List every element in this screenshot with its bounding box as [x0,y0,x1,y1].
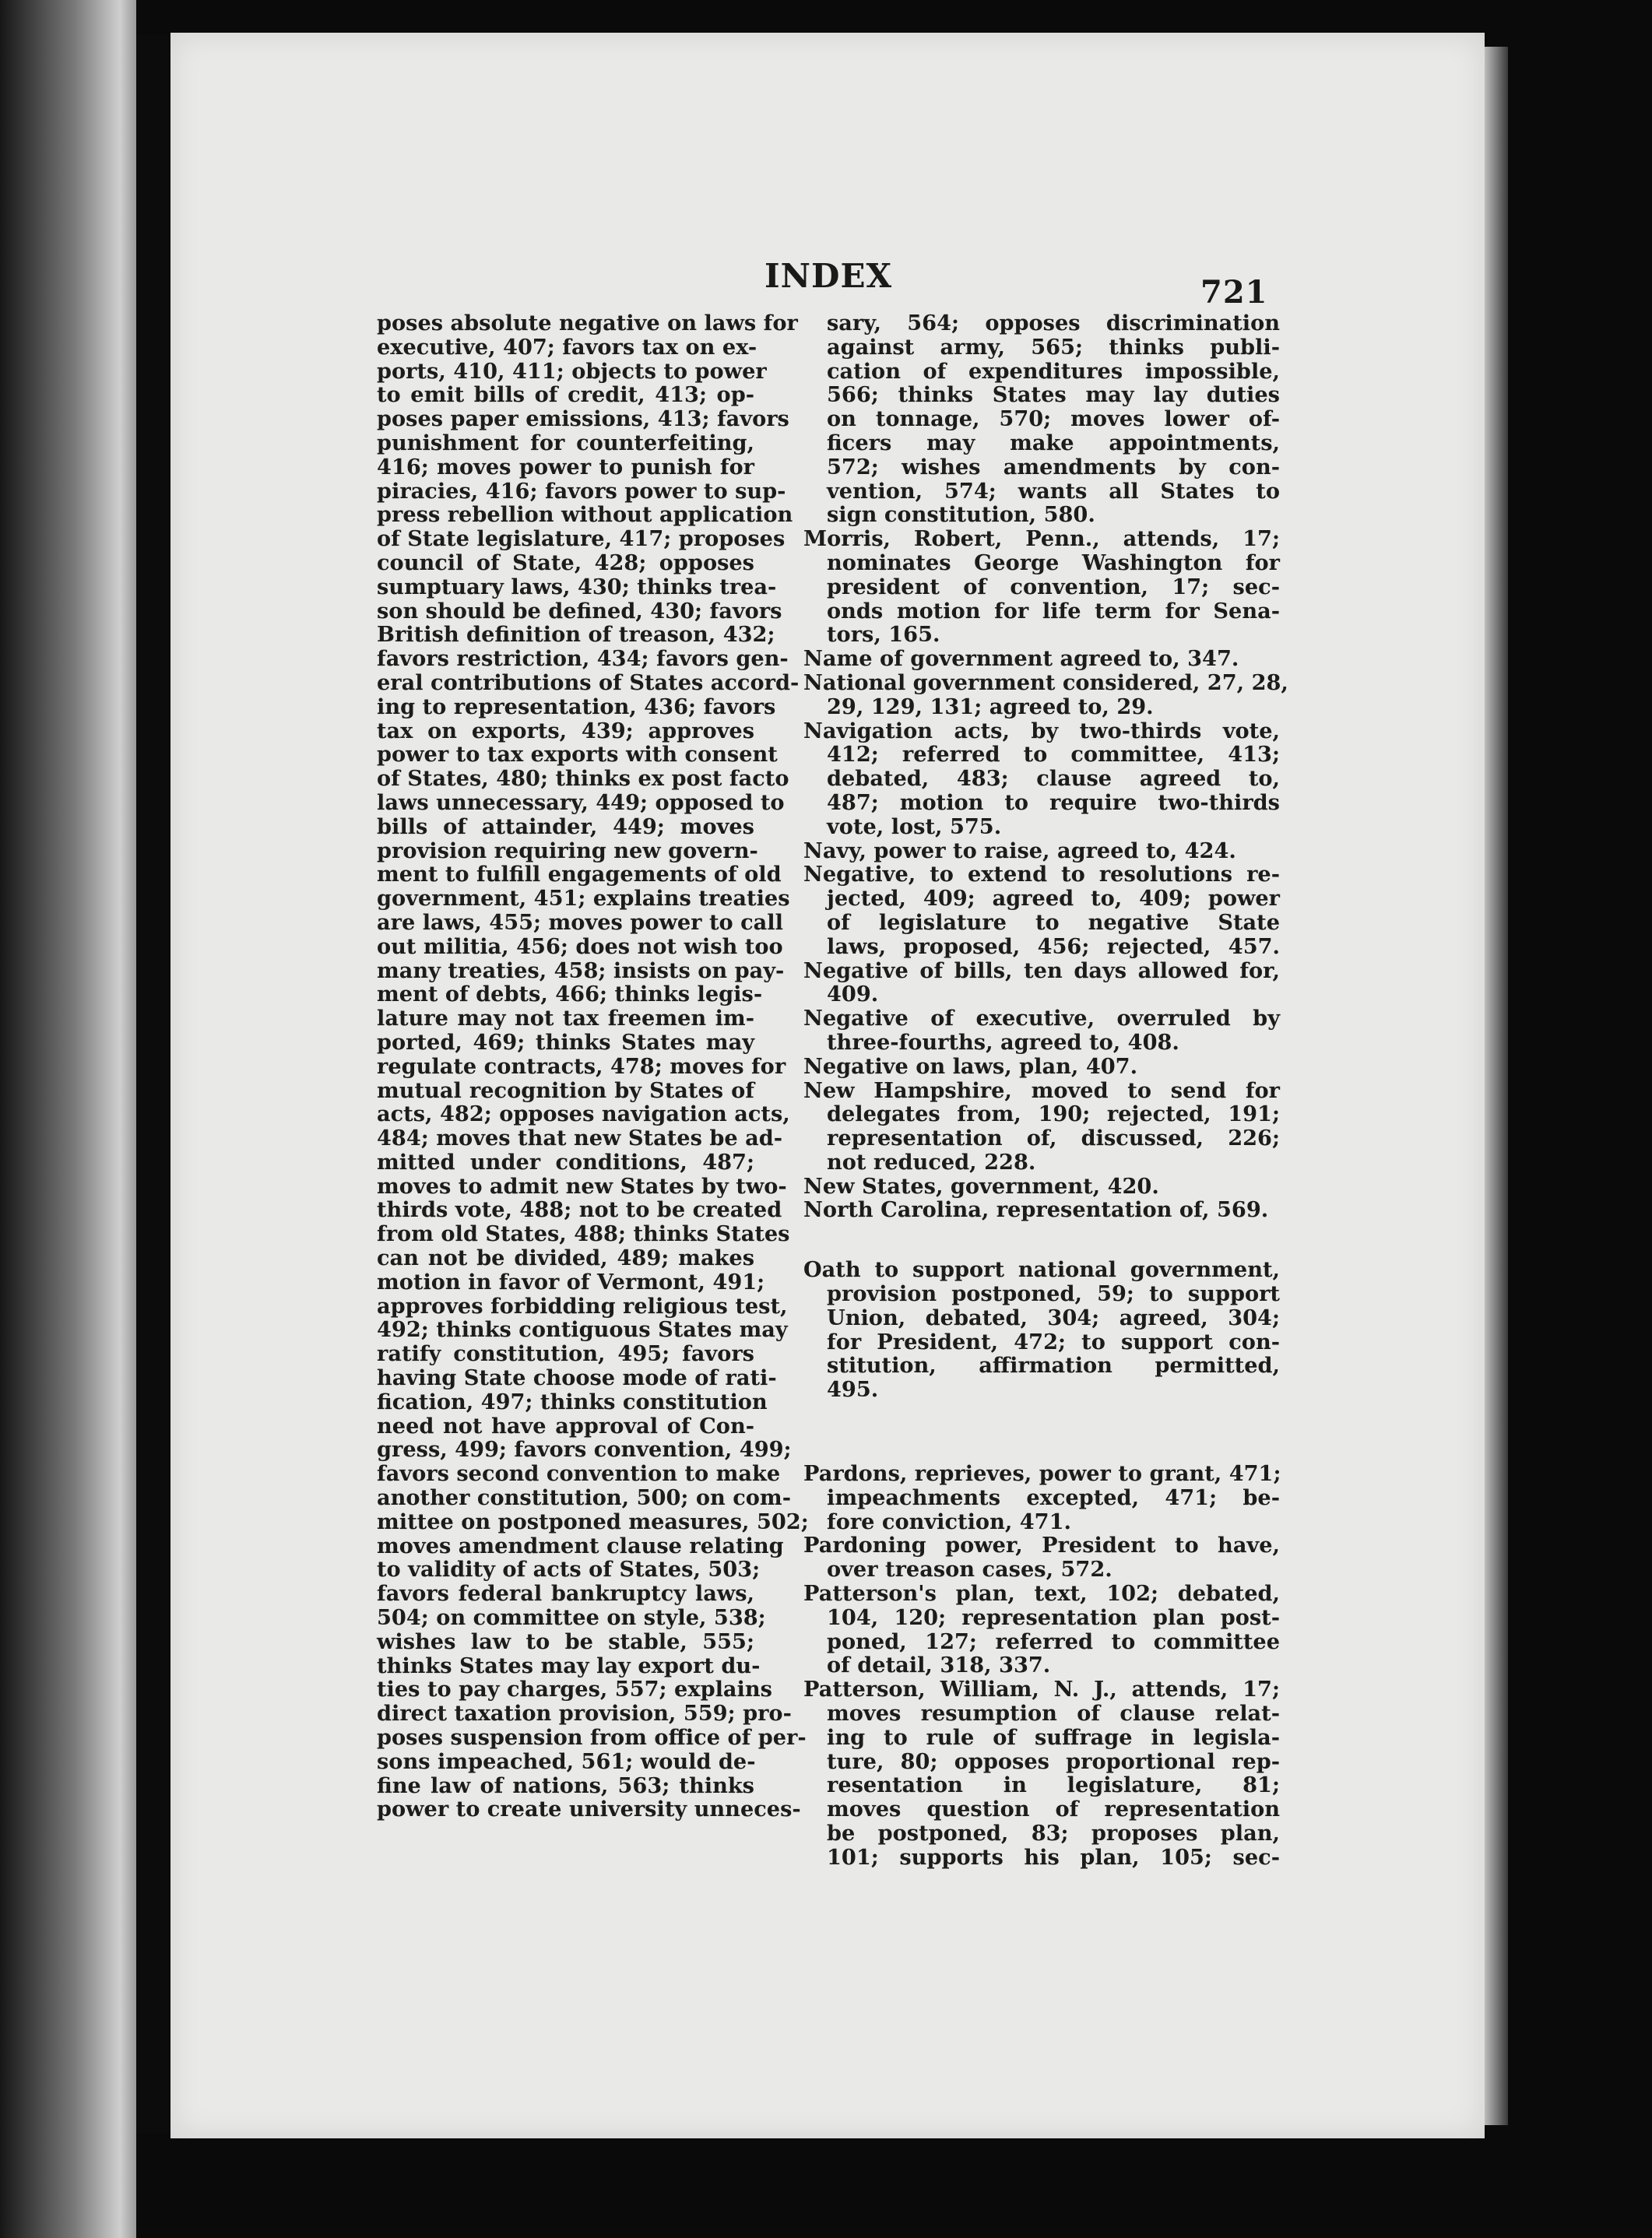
section-gap [803,1222,1280,1258]
index-entry-line: government, 451; explains treaties [377,886,790,912]
index-entry-line: resentation in legislature, 81; [827,1772,1280,1798]
index-entry-line: president of convention, 17; sec- [827,574,1280,599]
index-entry-line: 29, 129, 131; agreed to, 29. [827,694,1154,719]
index-entry-line: having State choose mode of rati- [377,1365,777,1391]
index-entry-line: thinks States may lay export du- [377,1653,761,1678]
index-entry-line: delegates from, 190; rejected, 191; [827,1101,1280,1127]
index-entry-line: debated, 483; clause agreed to, [827,766,1280,792]
index-entry-line: ratify constitution, 495; favors [377,1341,754,1367]
index-entry-line: can not be divided, 489; makes [377,1245,754,1271]
index-entry-line: provision requiring new govern- [377,838,758,863]
section-gap [803,1402,1280,1438]
index-entry-line: of State legislature, 417; proposes [377,526,786,552]
index-entry-line: to emit bills of credit, 413; op- [377,382,754,408]
index-entry-line: against army, 565; thinks publi- [827,334,1280,360]
index-entry-line: fore conviction, 471. [827,1509,1071,1534]
index-entry-line: ment of debts, 466; thinks legis- [377,982,763,1007]
index-entry-line: another constitution, 500; on com- [377,1485,791,1511]
index-entry-heading-line: Name of government agreed to, 347. [803,646,1239,672]
index-entry-line: 104, 120; representation plan post- [827,1604,1280,1630]
index-entry-line: sons impeached, 561; would de- [377,1748,756,1774]
running-head-title: INDEX [764,257,893,295]
index-entry-line: son should be defined, 430; favors [377,598,782,624]
index-entry-line: mutual recognition by States of [377,1077,754,1103]
index-entry-line: ing to rule of suffrage in legisla- [827,1724,1280,1750]
index-entry-line: moves amendment clause relating [377,1533,784,1558]
index-entry-line: British definition of treason, 432; [377,622,775,648]
index-entry-line: not reduced, 228. [827,1149,1036,1175]
index-entry-line: of detail, 318, 337. [827,1653,1051,1678]
index-entry-line: be postponed, 83; proposes plan, [827,1821,1280,1846]
index-entry-line: 495. [827,1377,879,1403]
index-entry-line: power to tax exports with consent [377,742,778,768]
index-entry-line: eral contributions of States accord- [377,669,800,695]
index-entry-heading-line: New Hampshire, moved to send for [803,1077,1280,1103]
index-entry-line: direct taxation provision, 559; pro- [377,1701,792,1727]
index-entry-line: thirds vote, 488; not to be created [377,1197,782,1223]
index-entry-line: 572; wishes amendments by con- [827,454,1280,480]
index-entry-line: sumptuary laws, 430; thinks trea- [377,574,777,599]
index-entry-heading-line: Negative of executive, overruled by [803,1006,1280,1031]
index-entry-line: sary, 564; opposes discrimination [827,311,1280,336]
index-entry-heading-line: Morris, Robert, Penn., attends, 17; [803,526,1280,552]
index-entry-line: 487; motion to require two-thirds [827,789,1280,815]
page-number: 721 [1200,274,1268,311]
index-entry-line: laws, proposed, 456; rejected, 457. [827,933,1280,959]
index-entry-line: impeachments excepted, 471; be- [827,1484,1280,1510]
index-entry-line: 566; thinks States may lay duties [827,382,1280,408]
index-entry-line: jected, 409; agreed to, 409; power [827,886,1280,912]
index-entry-line: representation of, discussed, 226; [827,1126,1280,1151]
index-entry-line: poses suspension from office of per- [377,1725,807,1751]
index-entry-line: vention, 574; wants all States to [827,478,1280,504]
index-entry-line: regulate contracts, 478; moves for [377,1053,786,1079]
index-entry-line: ture, 80; opposes proportional rep- [827,1748,1280,1774]
index-entry-line: acts, 482; opposes navigation acts, [377,1101,790,1127]
index-entry-line: are laws, 455; moves power to call [377,909,783,935]
section-gap [803,1438,1280,1462]
index-entry-line: poned, 127; referred to committee [827,1628,1280,1654]
index-entry-line: 504; on committee on style, 538; [377,1605,766,1631]
index-entry-line: mittee on postponed measures, 502; [377,1509,809,1534]
index-entry-line: favors restriction, 434; favors gen- [377,646,789,672]
index-entry-line: ficers may make appointments, [827,430,1280,455]
index-entry-heading-line: Negative on laws, plan, 407. [803,1053,1138,1079]
index-entry-line: fine law of nations, 563; thinks [377,1772,754,1798]
index-entry-line: moves to admit new States by two- [377,1173,787,1199]
index-entry-line: executive, 407; favors tax on ex- [377,334,757,360]
index-entry-line: stitution, affirmation permitted, [827,1353,1280,1379]
index-entry-line: need not have approval of Con- [377,1413,754,1439]
index-entry-line: poses paper emissions, 413; favors [377,406,789,432]
index-entry-line: council of State, 428; opposes [377,550,754,575]
index-entry-line: motion in favor of Vermont, 491; [377,1269,765,1295]
index-entry-line: poses absolute negative on laws for [377,311,798,336]
index-entry-heading-line: Negative, to extend to resolutions re- [803,862,1280,887]
index-entry-line: of States, 480; thinks ex post facto [377,766,789,792]
index-entry-heading-line: Patterson's plan, text, 102; debated, [803,1581,1280,1607]
index-entry-heading-line: North Carolina, representation of, 569. [803,1197,1269,1223]
index-entry-line: tors, 165. [827,622,940,648]
index-entry-heading-line: Oath to support national government, [803,1257,1280,1283]
index-entry-line: moves question of representation [827,1797,1280,1822]
index-entry-line: cation of expenditures impossible, [827,358,1280,384]
index-entry-line: fication, 497; thinks constitution [377,1389,768,1414]
index-entry-line: ing to representation, 436; favors [377,694,776,719]
index-entry-line: 484; moves that new States be ad- [377,1126,783,1151]
index-entry-line: to validity of acts of States, 503; [377,1557,761,1583]
index-entry-line: 492; thinks contiguous States may [377,1317,788,1343]
index-entry-line: ported, 469; thinks States may [377,1029,754,1055]
binding-gutter [136,35,170,2133]
index-entry-line: laws unnecessary, 449; opposed to [377,789,785,815]
index-entry-line: 101; supports his plan, 105; sec- [827,1844,1280,1870]
index-entry-line: on tonnage, 570; moves lower of- [827,406,1280,432]
index-entry-line: bills of attainder, 449; moves [377,813,754,839]
index-entry-line: from old States, 488; thinks States [377,1221,790,1247]
index-column-right [803,311,1288,1870]
index-entry-line: for President, 472; to support con- [827,1329,1280,1354]
index-entry-line: 416; moves power to punish for [377,454,754,480]
index-entry-line: 412; referred to committee, 413; [827,742,1280,768]
index-column-left [377,311,809,1822]
index-entry-line: approves forbidding religious test, [377,1293,788,1319]
index-entry-line: lature may not tax freemen im- [377,1006,754,1031]
index-entry-heading-line: Navigation acts, by two-thirds vote, [803,718,1280,743]
index-entry-line: ties to pay charges, 557; explains [377,1677,772,1702]
index-entry-line: punishment for counterfeiting, [377,430,754,455]
index-entry-line: many treaties, 458; insists on pay- [377,957,785,983]
index-entry-line: of legislature to negative State [827,909,1280,935]
index-entry-line: vote, lost, 575. [827,813,1002,839]
index-entry-heading-line: Patterson, William, N. J., attends, 17; [803,1677,1280,1702]
index-entry-line: gress, 499; favors convention, 499; [377,1437,792,1463]
index-entry-line: three-fourths, agreed to, 408. [827,1029,1179,1055]
index-entry-heading-line: Pardoning power, President to have, [803,1533,1280,1558]
index-entry-line: Union, debated, 304; agreed, 304; [827,1305,1280,1330]
index-entry-line: moves resumption of clause relat- [827,1701,1280,1727]
page-edge-shadow [1485,47,1508,2125]
index-entry-line: power to create university unneces- [377,1797,801,1822]
index-entry-line: press rebellion without application [377,502,793,528]
index-entry-line: tax on exports, 439; approves [377,718,754,743]
index-entry-line: onds motion for life term for Sena- [827,598,1280,624]
index-entry-line: favors federal bankruptcy laws, [377,1581,754,1607]
index-entry-line: over treason cases, 572. [827,1557,1112,1583]
index-entry-line: ports, 410, 411; objects to power [377,358,767,384]
index-entry-heading-line: National government considered, 27, 28, [803,669,1288,695]
index-entry-line: 409. [827,982,879,1007]
index-entry-line: piracies, 416; favors power to sup- [377,478,786,504]
index-entry-line: nominates George Washington for [827,550,1280,575]
index-entry-line: favors second convention to make [377,1461,781,1487]
index-entry-heading-line: Pardons, reprieves, power to grant, 471; [803,1461,1281,1487]
index-entry-line: provision postponed, 59; to support [827,1281,1280,1307]
index-entry-line: ment to fulfill engagements of old [377,862,782,887]
previous-page-edge [0,0,136,2238]
index-entry-heading-line: Navy, power to raise, agreed to, 424. [803,838,1236,863]
index-entry-line: out militia, 456; does not wish too [377,933,783,959]
index-entry-heading-line: Negative of bills, ten days allowed for, [803,957,1280,983]
index-entry-line: wishes law to be stable, 555; [377,1628,754,1654]
index-entry-line: sign constitution, 580. [827,502,1095,528]
index-entry-line: mitted under conditions, 487; [377,1149,754,1175]
index-entry-heading-line: New States, government, 420. [803,1173,1159,1199]
